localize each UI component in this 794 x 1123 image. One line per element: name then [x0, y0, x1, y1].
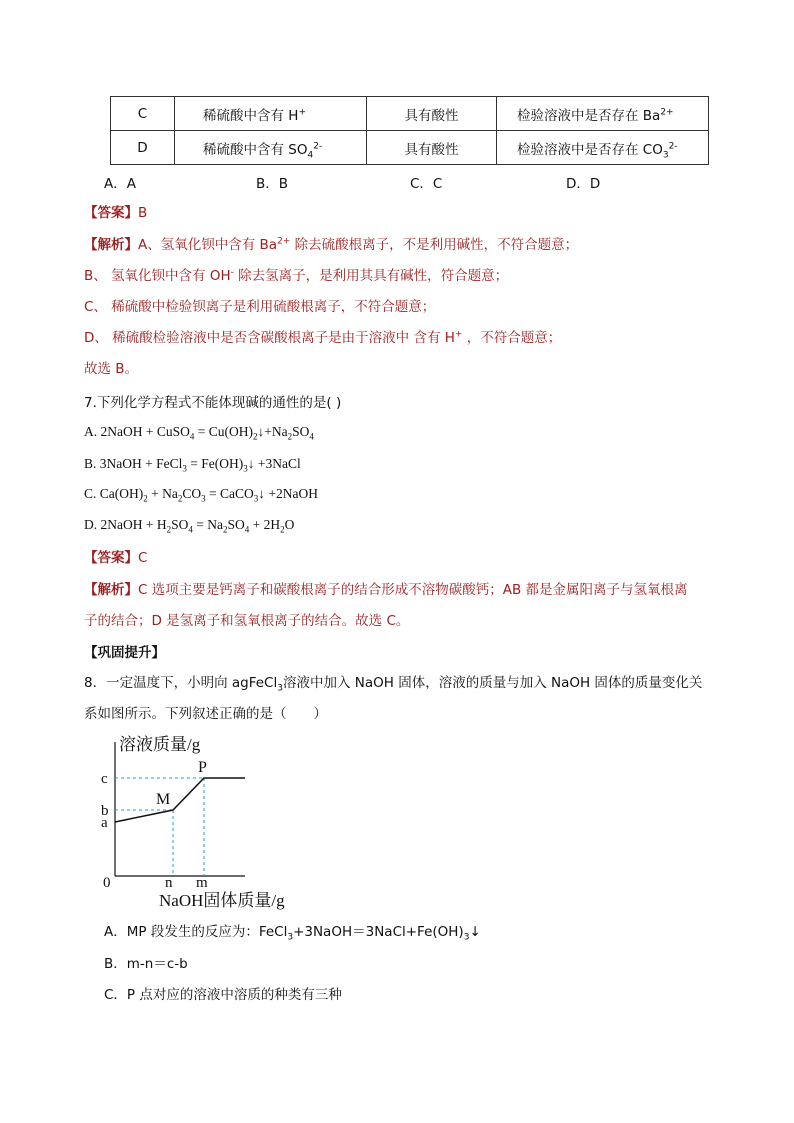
y-tick-label: a: [101, 815, 108, 831]
point-label: P: [198, 759, 207, 776]
section-heading: 【巩固提升】: [84, 645, 165, 661]
x-tick-label: m: [196, 875, 208, 891]
q7-answer: 【答案】C: [84, 550, 148, 566]
q6-conclusion: 故选 B。: [84, 361, 139, 377]
q8-stem-line1: 8．一定温度下，小明向 agFeCl$_3$溶液中加入 NaOH 固体，溶液的质量与加入 NaOH 固体的质量变化关: [84, 675, 703, 694]
choice-c: C．C: [410, 176, 443, 192]
q8-stem-line2: 系如图所示。下列叙述正确的是（ ）: [84, 706, 327, 722]
q7-analysis-line2: 子的结合；D 是氢离子和氢氧根离子的结合。故选 C。: [84, 613, 410, 629]
row-property: 具有酸性: [367, 131, 497, 165]
y-axis-label: 溶液质量/g: [119, 735, 201, 754]
q8-option-a: A．MP 段发生的反应为：$FeCl_3+3NaOH=3NaCl+Fe(OH)_3↓$: [104, 924, 481, 943]
q7-option-c: C. $Ca(OH)_2 + Na_2CO_3$ = CaCO$_3$↓ +2NaOH: [84, 486, 318, 504]
q7-analysis-line1: 【解析】C 选项主要是钙离子和碳酸根离子的结合形成不溶物碳酸钙；AB 都是金属阳离子与氢氧根离: [84, 582, 688, 598]
q8-option-c: C．P 点对应的溶液中溶质的种类有三种: [104, 987, 342, 1003]
x-tick-label: n: [165, 875, 173, 891]
q7-option-d: D. 2NaOH + $H_2SO_4 = Na_2SO_4 + 2H_2O$: [84, 517, 295, 535]
q6-analysis-line1: 【解析】A、氢氧化钡中含有 $Ba^{2+}$ 除去硫酸根离子，不是利用碱性，不符合题意；: [84, 236, 579, 253]
row-fact: 稀硫酸中含有 H+: [175, 97, 367, 131]
q8-option-b: B．m-n＝c-b: [104, 956, 188, 972]
row-property: 具有酸性: [367, 97, 497, 131]
y-tick-label: b: [101, 803, 109, 819]
q6-answer: 【答案】B: [84, 205, 148, 221]
q7-option-a: A. 2NaOH + CuSO$_4$ = $Cu(OH)_2↓+Na_2SO_4$: [84, 424, 314, 442]
point-label: M: [156, 791, 171, 808]
row-use: 检验溶液中是否存在 $CO_3^{2-}$: [497, 131, 709, 165]
choice-d: D．D: [566, 176, 601, 192]
row-label: D: [111, 131, 175, 165]
q7-option-b: B. 3NaOH + FeCl$_3$ = $Fe(OH)_3↓$ +3NaCl: [84, 456, 301, 474]
row-label: C: [111, 97, 175, 131]
y-tick-label: c: [101, 771, 108, 787]
x-tick-label: 0: [103, 875, 111, 891]
table-row: [111, 131, 709, 165]
choice-a: A．A: [104, 176, 136, 192]
row-use: 检验溶液中是否存在 $Ba^{2+}$: [497, 97, 709, 131]
q6-analysis-line3: C、 稀硫酸中检验钡离子是利用硫酸根离子，不符合题意；: [84, 299, 436, 315]
chart-series: [101, 759, 245, 876]
choice-b: B．B: [256, 176, 289, 192]
options-table: [110, 96, 709, 165]
mass-chart: [95, 728, 310, 918]
q6-analysis-line4: D、 稀硫酸检验溶液中是否含碳酸根离子是由于溶液中 含有 H+ ，不符合题意；: [84, 329, 562, 346]
row-fact: 稀硫酸中含有 $SO_4^{2-}$: [175, 131, 367, 165]
q7-stem: 7.下列化学方程式不能体现碱的通性的是( ): [84, 395, 342, 411]
table-row: [111, 97, 709, 131]
q6-analysis-line2: B、 氢氧化钡中含有 OH- 除去氢离子，是利用其具有碱性，符合题意；: [84, 267, 509, 284]
x-axis-label: NaOH固体质量/g: [159, 891, 285, 910]
series-line: [115, 778, 245, 822]
